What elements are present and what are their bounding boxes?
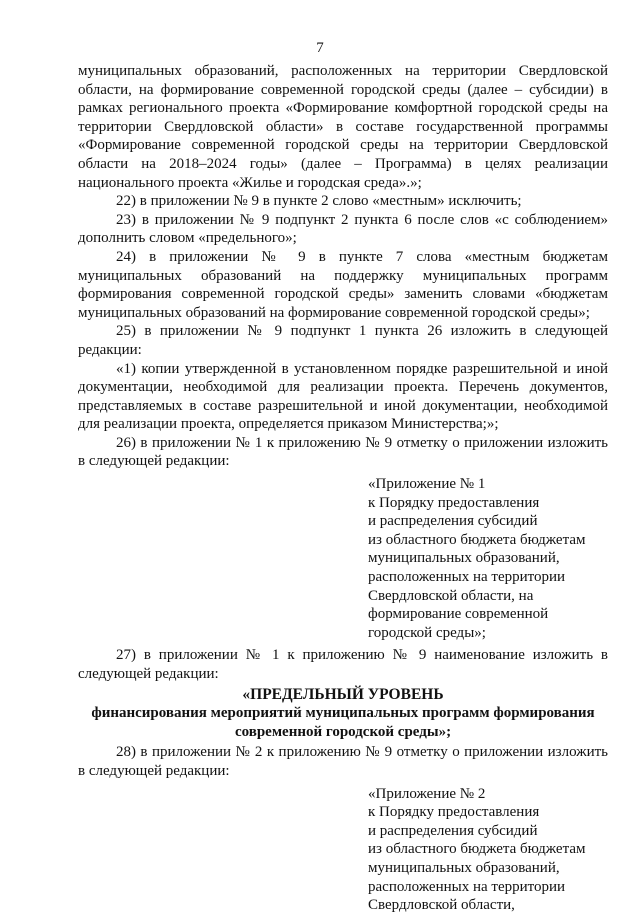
paragraph-25: 25) в приложении № 9 подпункт 1 пункта 26 изложить в следующей редакции: — [78, 323, 608, 358]
appendix-line: Свердловской области, — [368, 897, 515, 914]
appendix-2-note — [368, 785, 608, 915]
appendix-line: к Порядку предоставления — [368, 494, 540, 511]
paragraph-25-quote: «1) копии утвержденной в установленном порядке разрешительной и иной документации, необходимой для реализации проекта. Перечень документов, представляемых в составе разрешительной и иной документации, необходимой для реализации проекта, определяется приказом Министерства;»; — [78, 360, 608, 433]
paragraph-26: 26) в приложении № 1 к приложению № 9 отметку о приложении изложить в следующей редакции: — [78, 434, 608, 470]
page-number: 7 — [316, 40, 324, 56]
document-body — [78, 62, 608, 919]
appendix-line: Свердловской области, на — [368, 587, 534, 604]
paragraph-23: 23) в приложении № 9 подпункт 2 пункта 6 после слов «с соблюдением» дополнить словом «предельного»; — [78, 211, 608, 247]
paragraph-28: 28) в приложении № 2 к приложению № 9 отметку о приложении изложить в следующей редакции: — [78, 744, 608, 779]
appendix-line: «Приложение № 1 — [368, 476, 486, 493]
paragraph-27: 27) в приложении № 1 к приложению № 9 наименование изложить в следующей редакции: — [78, 647, 608, 682]
appendix-line: и распределения субсидий — [368, 513, 538, 530]
appendix-line: к Порядку предоставления — [368, 804, 540, 821]
appendix-line: из областного бюджета бюджетам — [368, 531, 586, 548]
heading-line: современной городской среды»; — [234, 723, 452, 740]
appendix-line: формирование современной — [368, 606, 549, 623]
appendix-line: городской среды»; — [368, 624, 486, 641]
appendix-line: расположенных на территории — [368, 569, 566, 586]
appendix-line: расположенных на территории — [368, 878, 566, 895]
appendix-line: из областного бюджета бюджетам — [368, 841, 586, 858]
section-heading — [78, 686, 608, 742]
paragraph-22: 22) в приложении № 9 в пункте 2 слово «местным» исключить; — [116, 193, 522, 210]
appendix-line: муниципальных образований, — [368, 859, 560, 876]
appendix-line: муниципальных образований, — [368, 550, 560, 567]
appendix-line: и распределения субсидий — [368, 822, 538, 839]
appendix-line: «Приложение № 2 — [368, 785, 486, 802]
heading-line: финансирования мероприятий муниципальных программ формирования — [91, 705, 595, 722]
paragraph-intro: муниципальных образований, расположенных на территории Свердловской области, на формирование современной городской среды (далее – субсидии) в рамках регионального проекта «Формирование комфортной городской среды на территории Свердловской области» в составе государственной программы «Формирование современной городской среды на территории Свердловской области на 2018–2024 годы» (далее – Программа) в целях реализации национального проекта «Жилье и городская среда».»; — [78, 63, 608, 191]
heading-line: «ПРЕДЕЛЬНЫЙ УРОВЕНЬ — [242, 685, 444, 703]
paragraph-24: 24) в приложении № 9 в пункте 7 слова «местным бюджетам муниципальных образований на поддержку муниципальных программ формирования современной городской среды» заменить словами «бюджетам муниципальных образований на формирование современной городской среды»; — [78, 248, 608, 321]
appendix-1-note — [368, 475, 608, 642]
